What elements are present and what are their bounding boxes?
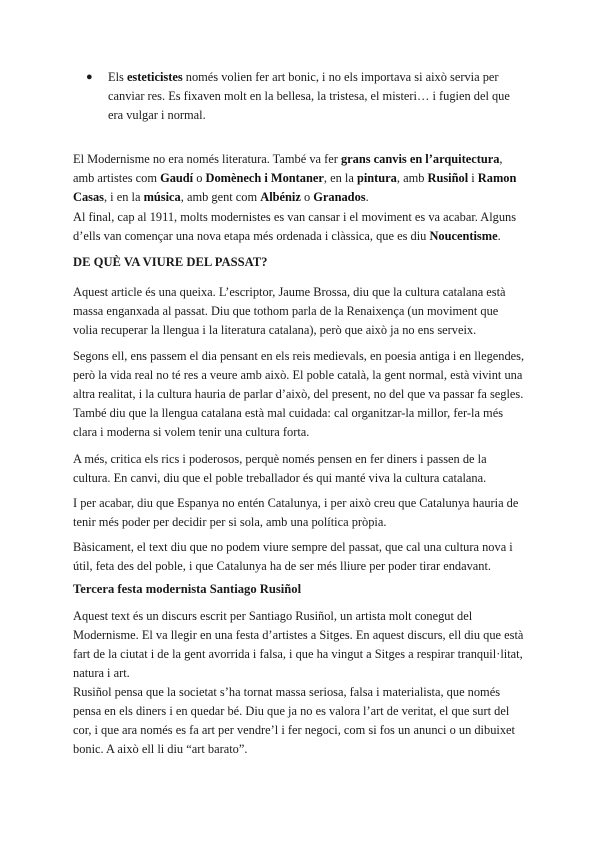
paragraph: Bàsicament, el text diu que no podem viure sempre del passat, que cal una cultura nova i útil, feta des del poble, i que Catalunya ha de ser més lliure per poder tirar endavant. bbox=[73, 540, 513, 573]
bullet-text bbox=[108, 68, 526, 125]
bold-term: Granados bbox=[313, 190, 366, 204]
paragraph: Segons ell, ens passem el dia pensant en els reis medievals, en poesia antiga i en llegendes, però la vida real no té res a veure amb això. El poble català, la gent normal, està vivint una altra realitat, i la cultura hauria de parlar d’això, del present, no del que va passar fa segles. bbox=[73, 349, 525, 401]
bold-term: esteticistes bbox=[126, 70, 183, 84]
text-run: o bbox=[193, 171, 206, 185]
bold-term: pintura bbox=[356, 171, 397, 185]
text-run: , en la bbox=[323, 171, 357, 185]
paragraph: Aquest text és un discurs escrit per Santiago Rusiñol, un artista molt conegut del Modernisme. El va llegir en una festa d’artistes a Sitges. En aquest discurs, ell diu que està fart de la ciutat i de la gent avorrida i falsa, i que ha vingut a Sitges a respirar tranquil·litat, natura i art. bbox=[73, 609, 524, 680]
text-run: El Modernisme no era només literatura. També va fer bbox=[73, 152, 341, 166]
text-run: , amb gent com bbox=[180, 190, 261, 204]
bold-term: Noucentisme bbox=[429, 229, 498, 243]
bold-term: música bbox=[143, 190, 181, 204]
section-heading: DE QUÈ VA VIURE DEL PASSAT? bbox=[73, 255, 268, 269]
text-run: , amb bbox=[396, 171, 428, 185]
text-run: Al final, cap al 1911, molts modernistes es van cansar i el moviment es va acabar. Alguns d’ells van començar una nova etapa més ordenada i clàssica, que es diu bbox=[73, 210, 517, 243]
bold-term: Domènech i Montaner bbox=[205, 171, 324, 185]
text-run: , amb artistes com bbox=[73, 152, 503, 185]
bold-term: Albéniz bbox=[260, 190, 301, 204]
text-run: . bbox=[497, 229, 501, 243]
text-run: o bbox=[300, 190, 314, 204]
bold-term: grans canvis en l’arquitectura bbox=[340, 152, 500, 166]
paragraph-modernisme bbox=[73, 150, 525, 207]
bold-term: Ramon Casas bbox=[73, 171, 517, 204]
paragraph-final bbox=[73, 208, 525, 246]
text-run: , i en la bbox=[103, 190, 144, 204]
bold-term: Rusiñol bbox=[427, 171, 469, 185]
bullet-dot-icon: ● bbox=[86, 71, 93, 83]
text-run: Els bbox=[108, 70, 127, 84]
paragraph: Rusiñol pensa que la societat s’ha tornat massa seriosa, falsa i materialista, que només pensa en els diners i en quedar bé. Diu que ja no es valora l’art de veritat, el que surt del cor, i que ara només es fa art per vendre’l i fer negoci, com si fos un anunci o un dibuixet bonic. A això ell li diu “art barato”. bbox=[73, 685, 515, 756]
paragraph: També diu que la llengua catalana està mal cuidada: cal organitzar-la millor, fer-la més clara i moderna si volem tenir una cultura forta. bbox=[73, 406, 504, 439]
paragraph: Aquest article és una queixa. L’escriptor, Jaume Brossa, diu que la cultura catalana està massa enganxada al passat. Diu que tothom parla de la Renaixença (un moviment que volia recuperar la llengua i la literatura catalana), però que això ja no ens serveix. bbox=[73, 285, 506, 337]
text-run: i bbox=[468, 171, 478, 185]
paragraph: A més, critica els rics i poderosos, perquè només pensen en fer diners i passen de la cultura. En canvi, diu que el poble treballador és qui manté viva la cultura catalana. bbox=[73, 452, 487, 485]
section-heading: Tercera festa modernista Santiago Rusiñol bbox=[73, 582, 302, 596]
text-run: només volien fer art bonic, i no els importava si això servia per canviar res. Es fixaven molt en la bellesa, la tristesa, el misteri… i fugien del que era vulgar i normal. bbox=[108, 70, 510, 122]
text-run: . bbox=[365, 190, 369, 204]
paragraph: I per acabar, diu que Espanya no entén Catalunya, i per això creu que Catalunya hauria de tenir més poder per decidir per si sola, amb una política pròpia. bbox=[73, 496, 519, 529]
bold-term: Gaudí bbox=[160, 171, 194, 185]
